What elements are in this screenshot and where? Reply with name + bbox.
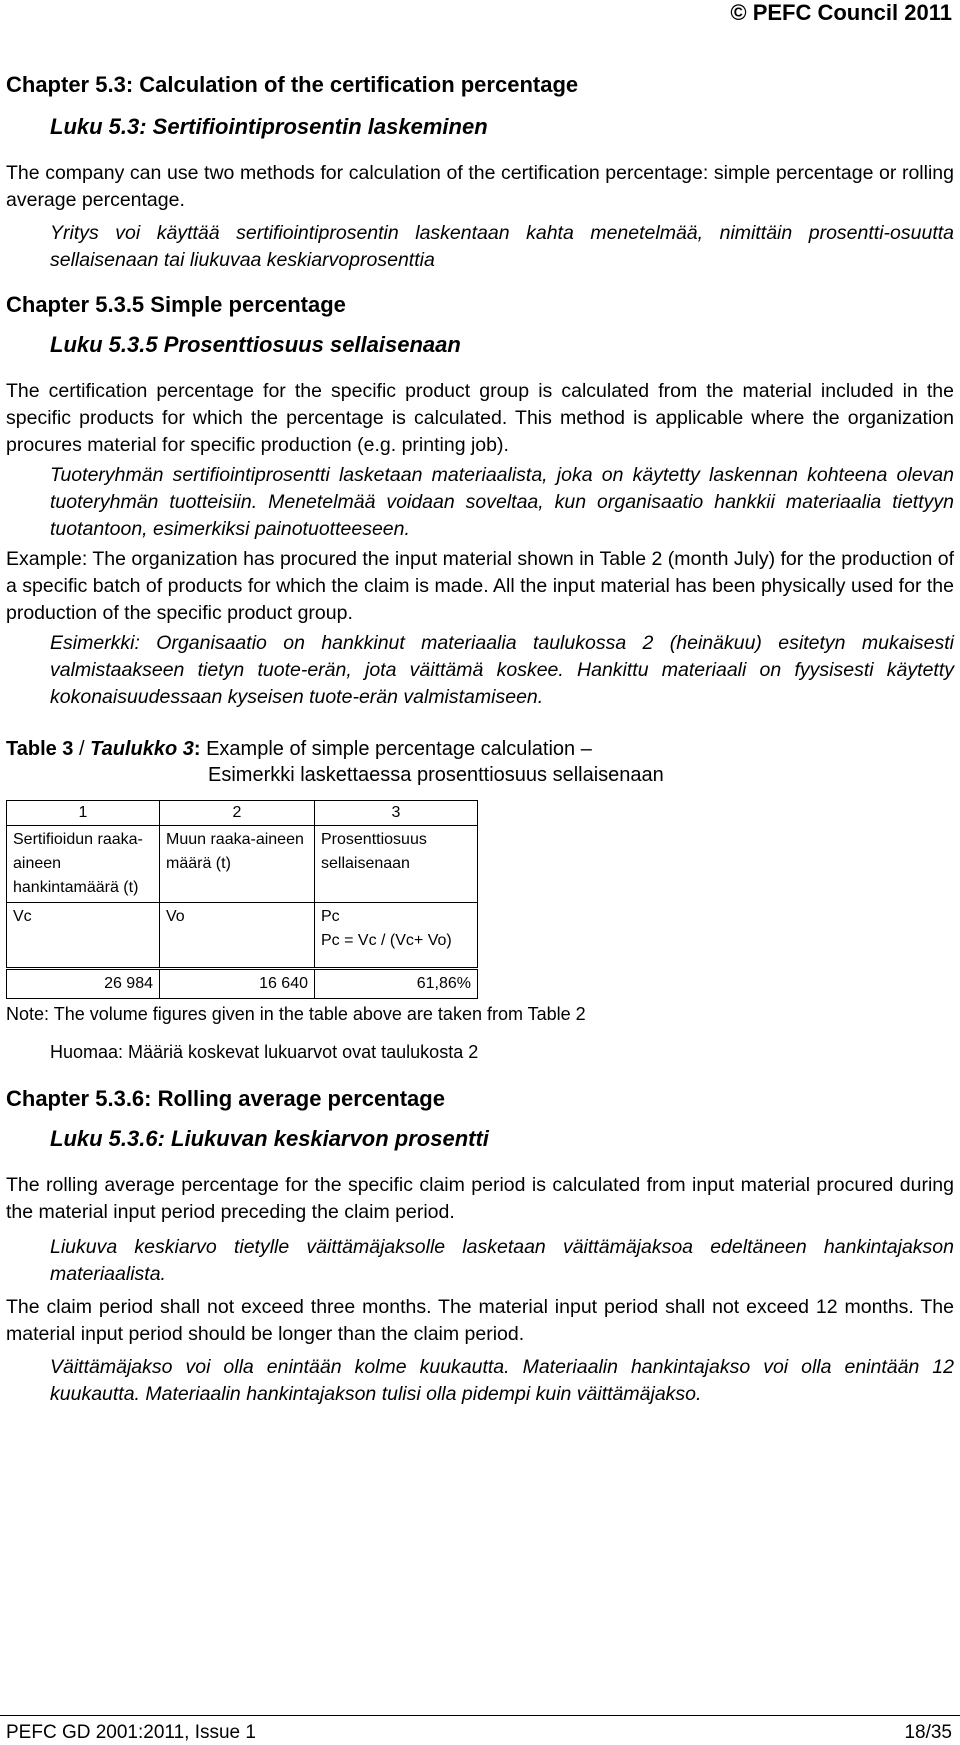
rolling-paragraph: The rolling average percentage for the specific claim period is calculated from input material procured during the material input period preceding the claim period.	[6, 1174, 954, 1223]
example-paragraph-fi: Esimerkki: Organisaatio on hankkinut materiaalia taulukossa 2 (heinäkuu) esitetyn mukaisesti valmistaakseen tietyn tuote-erän, jota väittämä koskee. Hankittu materiaali on fyysisesti käytetty kokonaisuudessaan kyseisen tuote-erän valmistamiseen.	[50, 632, 954, 708]
table-cell	[315, 903, 478, 969]
table-caption-sep: /	[73, 738, 91, 760]
table-cell: 3	[315, 801, 478, 826]
rolling-heading: Chapter 5.3.6: Rolling average percentage	[6, 1086, 445, 1111]
example-paragraph: Example: The organization has procured the input material shown in Table 2 (month July) for the production of a specific batch of products for which the claim is made. All the input material has been physically used for the production of the specific product group.	[6, 548, 954, 624]
footer-doc-id: PEFC GD 2001:2011, Issue 1	[6, 1722, 256, 1743]
simple-percentage-paragraph-fi: Tuoteryhmän sertifiointiprosentti lasketaan materiaalista, joka on käytetty laskennan kohteena olevan tuoteryhmän tuotteisiin. Menetelmää voidaan soveltaa, kun organisaatio hankkii materiaalia tiettyyn tuotantoon, esimerkiksi painotuotteeseen.	[50, 464, 954, 540]
section-heading-fi: Luku 5.3.5 Prosenttiosuus sellaisenaan	[50, 332, 461, 357]
table-cell: 1	[7, 801, 160, 826]
percentage-table	[6, 800, 478, 999]
chapter-heading-fi: Luku 5.3: Sertifiointiprosentin laskeminen	[50, 114, 488, 139]
table-caption-colon: :	[193, 738, 201, 760]
table-caption-label: Table 3	[6, 738, 74, 760]
page-number: 18/35	[904, 1722, 952, 1743]
section-heading: Chapter 5.3.5 Simple percentage	[6, 292, 346, 317]
copyright-notice: © PEFC Council 2011	[730, 0, 952, 25]
table-cell: Prosenttiosuus sellaisenaan	[315, 826, 478, 903]
claim-period-paragraph: The claim period shall not exceed three months. The material input period shall not exceed 12 months. The material input period should be longer than the claim period.	[6, 1296, 954, 1345]
intro-paragraph-fi: Yritys voi käyttää sertifiointiprosentin laskentaan kahta menetelmää, nimittäin prosentti-osuutta sellaisenaan tai liukuvaa keskiarvoprosenttia	[50, 222, 954, 271]
table-cell: 2	[160, 801, 315, 826]
table-row	[7, 826, 478, 903]
table-cell: Muun raaka-aineen määrä (t)	[160, 826, 315, 903]
rolling-heading-fi: Luku 5.3.6: Liukuvan keskiarvon prosentti	[50, 1126, 489, 1151]
table-caption-fi: Esimerkki laskettaessa prosenttiosuus sellaisenaan	[208, 764, 664, 786]
table-cell: 16 640	[160, 969, 315, 999]
table-caption-text: Example of simple percentage calculation –	[200, 738, 592, 760]
table-cell: Vc	[7, 903, 160, 969]
chapter-heading: Chapter 5.3: Calculation of the certification percentage	[6, 72, 579, 97]
formula: Pc = Vc / (Vc+ Vo)	[321, 932, 452, 949]
intro-paragraph: The company can use two methods for calculation of the certification percentage: simple percentage or rolling average percentage.	[6, 162, 954, 211]
table-cell: 61,86%	[315, 969, 478, 999]
table-caption	[6, 738, 592, 761]
simple-percentage-paragraph: The certification percentage for the specific product group is calculated from the material included in the specific products for which the percentage is calculated. This method is applicable where the organization procures material for specific production (e.g. printing job).	[6, 380, 954, 456]
table-cell: Sertifioidun raaka-aineen hankintamäärä (t)	[7, 826, 160, 903]
rolling-paragraph-fi: Liukuva keskiarvo tietylle väittämäjaksolle lasketaan väittämäjaksoa edeltäneen hankintajakson materiaalista.	[50, 1236, 954, 1285]
table-note-fi: Huomaa: Määriä koskevat lukuarvot ovat taulukosta 2	[50, 1042, 479, 1062]
table-cell: 26 984	[7, 969, 160, 999]
footer-divider	[0, 1715, 960, 1716]
table-note: Note: The volume figures given in the table above are taken from Table 2	[6, 1004, 586, 1024]
table-row	[7, 801, 478, 826]
table-row	[7, 903, 478, 969]
table-cell: Vo	[160, 903, 315, 969]
table-caption-label-fi: Taulukko 3	[90, 738, 194, 760]
claim-period-paragraph-fi: Väittämäjakso voi olla enintään kolme kuukautta. Materiaalin hankintajakso voi olla enintään 12 kuukautta. Materiaalin hankintajakson tulisi olla pidempi kuin väittämäjakso.	[50, 1356, 954, 1405]
table-row	[7, 969, 478, 999]
symbol-pc: Pc	[321, 908, 340, 925]
